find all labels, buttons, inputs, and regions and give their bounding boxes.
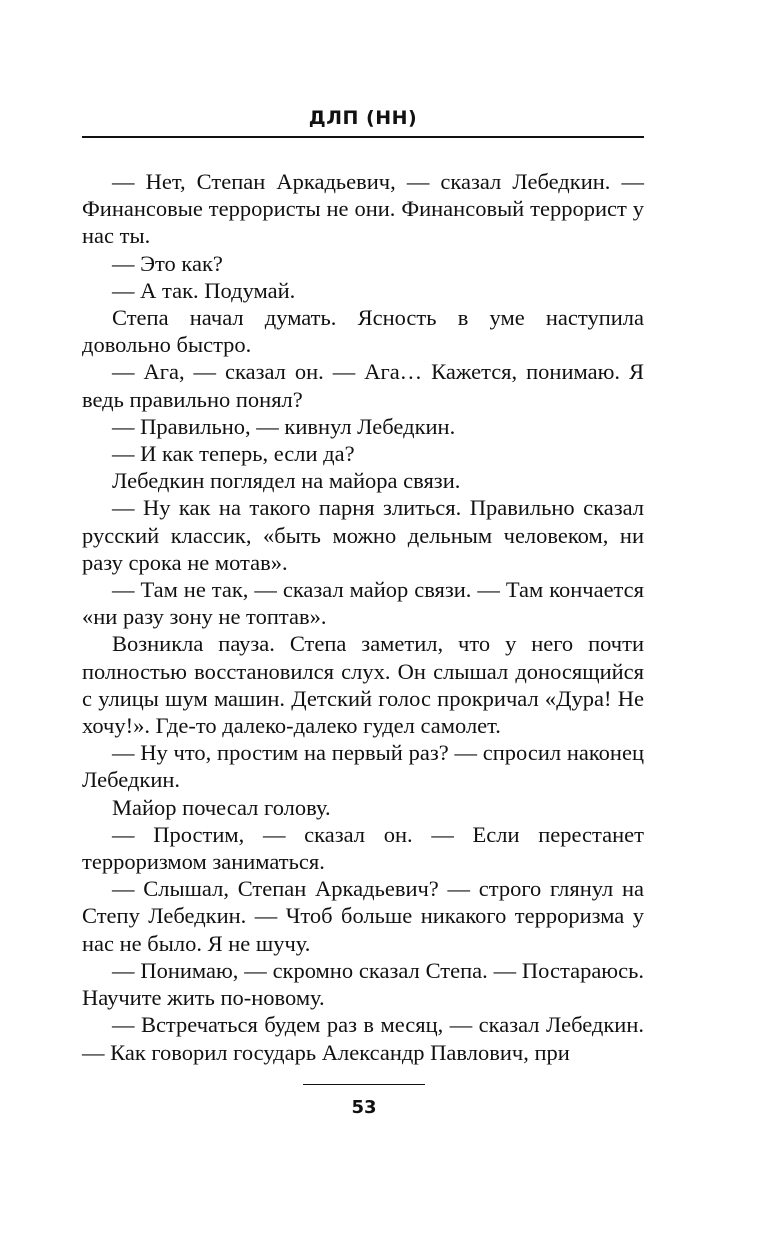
- running-title: ДЛП (НН): [308, 107, 418, 129]
- paragraph: — Понимаю, — скромно сказал Степа. — Постараюсь. Научите жить по-новому.: [82, 957, 644, 1011]
- paragraph: — Ну что, простим на первый раз? — спросил наконец Лебедкин.: [82, 740, 644, 793]
- paragraph: — Встречаться будем раз в месяц, — сказал Лебедкин. — Как говорил государь Александр Павлович, при: [82, 1012, 644, 1065]
- paragraph: Майор почесал голову.: [112, 794, 331, 820]
- paragraph: — Ну как на такого парня злиться. Правильно сказал русский классик, «быть можно дельным человеком, ни разу срока не мотав».: [82, 495, 644, 575]
- footer-divider: [303, 1084, 425, 1085]
- paragraph: — Нет, Степан Аркадьевич, — сказал Лебедкин. — Финансовые террористы не они. Финансовый террорист у нас ты.: [82, 169, 644, 249]
- body-text: [82, 168, 644, 1066]
- paragraph: Степа начал думать. Ясность в уме наступила довольно быстро.: [82, 305, 644, 358]
- paragraph: — Это как?: [112, 250, 223, 276]
- paragraph: — Там не так, — сказал майор связи. — Там кончается «ни разу зону не топтав».: [82, 577, 644, 630]
- page-number: 53: [351, 1097, 377, 1118]
- paragraph: — А так. Подумай.: [112, 277, 296, 303]
- paragraph: — И как теперь, если да?: [112, 441, 355, 467]
- paragraph: — Слышал, Степан Аркадьевич? — строго глянул на Степу Лебедкин. — Чтоб больше никакого терроризма у нас не было. Я не шучу.: [82, 876, 644, 956]
- paragraph: — Ага, — сказал он. — Ага… Кажется, понимаю. Я ведь правильно понял?: [82, 359, 644, 412]
- header-divider: [82, 136, 644, 138]
- paragraph: — Простим, — сказал он. — Если перестанет терроризмом заниматься.: [82, 821, 644, 875]
- paragraph: Возникла пауза. Степа заметил, что у него почти полностью восстановился слух. Он слышал доносящийся с улицы шум машин. Детский голос прокричал «Дура! Не хочу!». Где-то далеко-далеко гудел самолет.: [82, 631, 644, 739]
- paragraph: Лебедкин поглядел на майора связи.: [112, 468, 461, 494]
- paragraph: — Правильно, — кивнул Лебедкин.: [112, 413, 456, 439]
